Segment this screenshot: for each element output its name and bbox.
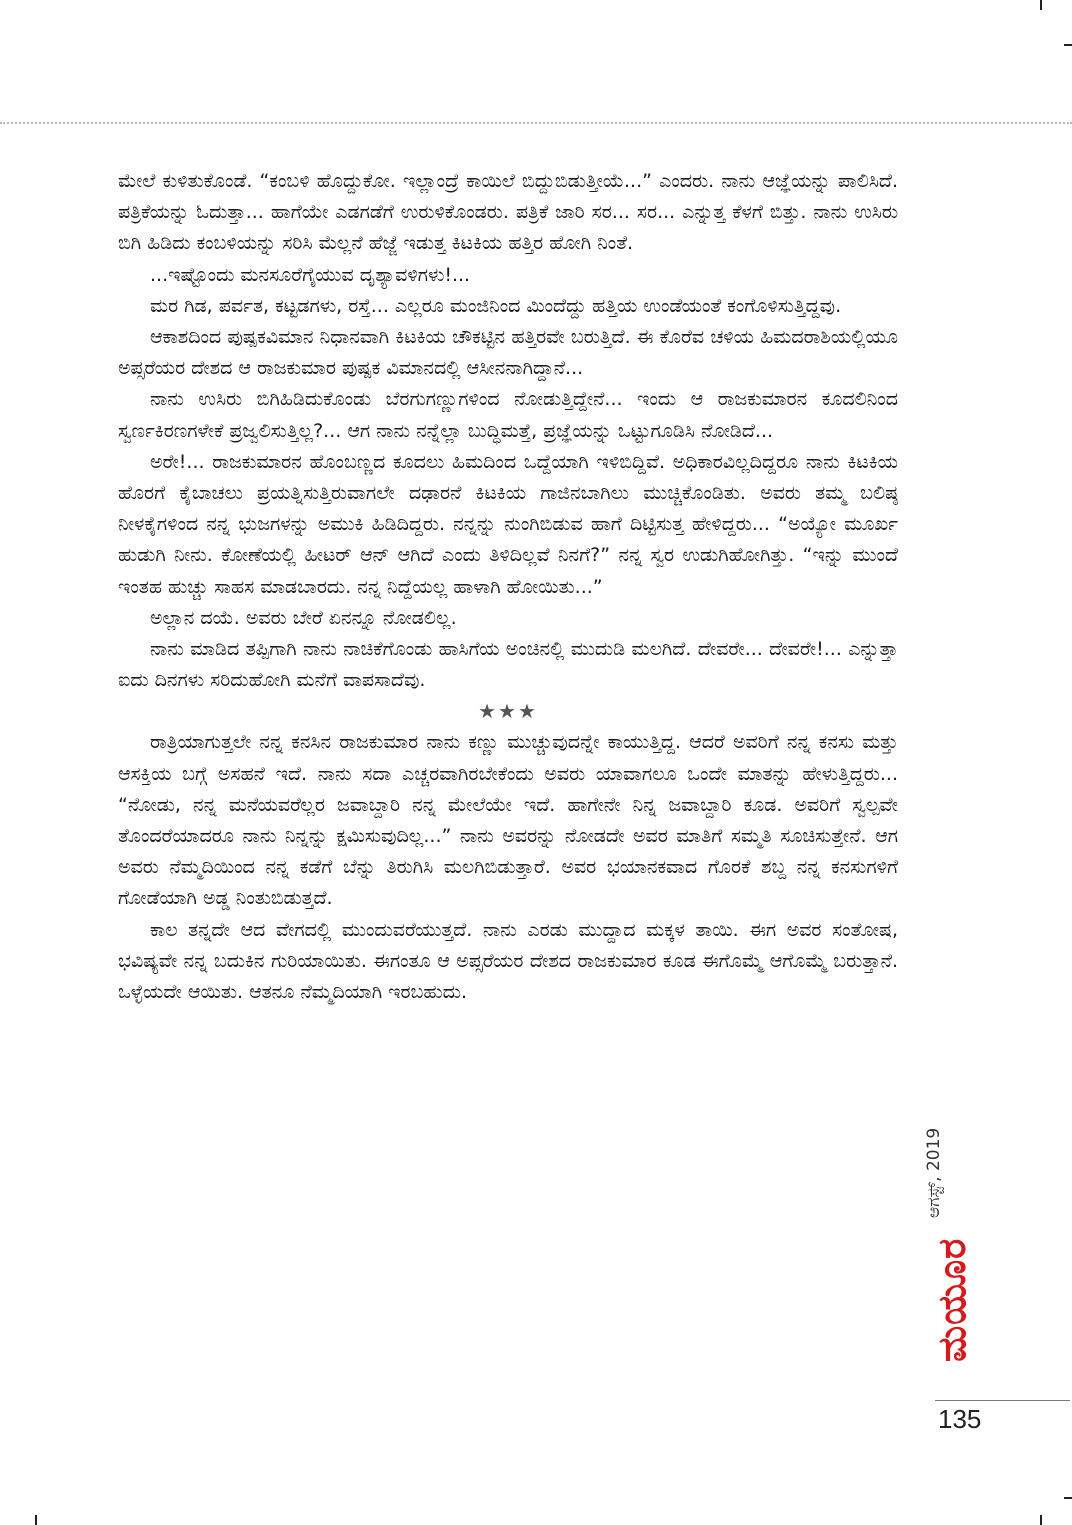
paragraph: ...ಇಷ್ಟೊಂದು ಮನಸೂರೆಗೈಯುವ ದೃಶ್ಯಾವಳಿಗಳು!... [150,263,471,286]
paragraph: ಮರ ಗಿಡ, ಪರ್ವತ, ಕಟ್ಟಡಗಳು, ರಸ್ತೆ... ಎಲ್ಲರೂ ಮಂಜಿನಿಂದ ಮಿಂದೆದ್ದು ಹತ್ತಿಯ ಉಂಡೆಯಂತೆ ಕಂಗೊಳಿಸುತ್ತಿದ್ದವು. [150,294,842,317]
paragraph: ಅಲ್ಲಾನ ದಯೆ. ಅವರು ಬೇರೆ ಏನನ್ನೂ ನೋಡಲಿಲ್ಲ. [150,606,457,629]
magazine-logo: ಮಯೂರ [930,1237,974,1362]
page-number: 135 [938,1404,982,1434]
crop-mark-top-right [1040,0,1042,10]
paragraph: ಮೇಲೆ ಕುಳಿತುಕೊಂಡೆ. “ಕಂಬಳಿ ಹೊದ್ದುಕೋ. ಇಲ್ಲಾಂದ್ರೆ ಕಾಯಿಲೆ ಬಿದ್ದುಬಿಡುತ್ತೀಯೆ...” ಎಂದರು. ನಾನು ಆಜ್ಞೆಯನ್ನು ಪಾಲಿಸಿದೆ. ಪತ್ರಿಕೆಯನ್ನು ಓದುತ್ತಾ... ಹಾಗೆಯೇ ಎಡಗಡೆಗೆ ಉರುಳಿಕೊಂಡರು. ಪತ್ರಿಕೆ ಜಾರಿ ಸರ... ಸರ... ಎನ್ನುತ್ತ ಕೆಳಗೆ ಬಿತ್ತು. ನಾನು ಉಸಿರು ಬಿಗಿ ಹಿಡಿದು ಕಂಬಳಿಯನ್ನು ಸರಿಸಿ ಮೆಲ್ಲನೆ ಹೆಜ್ಜೆ ಇಡುತ್ತ ಕಿಟಕಿಯ ಹತ್ತಿರ ಹೋಗಿ ನಿಂತೆ. [118,170,898,255]
footer-rule [935,1400,1070,1401]
paragraph: ಕಾಲ ತನ್ನದೇ ಆದ ವೇಗದಲ್ಲಿ ಮುಂದುವರೆಯುತ್ತದೆ. ನಾನು ಎರಡು ಮುದ್ದಾದ ಮಕ್ಕಳ ತಾಯಿ. ಈಗ ಅವರ ಸಂತೋಷ, ಭವಿಷ್ಯವೇ ನನ್ನ ಬದುಕಿನ ಗುರಿಯಾಯಿತು. ಈಗಂತೂ ಆ ಅಪ್ಸರೆಯರ ದೇಶದ ರಾಜಕುಮಾರ ಕೂಡ ಈಗೊಮ್ಮೆ ಆಗೊಮ್ಮೆ ಬರುತ್ತಾನೆ. ಒಳ್ಳೆಯದೇ ಆಯಿತು. ಆತನೂ ನೆಮ್ಮದಿಯಾಗಿ ಇರಬಹುದು. [118,918,898,1004]
paragraph: ಅರೇ!... ರಾಜಕುಮಾರನ ಹೊಂಬಣ್ಣದ ಕೂದಲು ಹಿಮದಿಂದ ಒದ್ದೆಯಾಗಿ ಇಳಿಬಿದ್ದಿವೆ. ಅಧಿಕಾರವಿಲ್ಲದಿದ್ದರೂ ನಾನು ಕಿಟಕಿಯ ಹೊರಗೆ ಕೈಬಾಚಲು ಪ್ರಯತ್ನಿಸುತ್ತಿರುವಾಗಲೇ ದಢಾರನೆ ಕಿಟಕಿಯ ಗಾಜಿನಬಾಗಿಲು ಮುಚ್ಚಿಕೊಂಡಿತು. ಅವರು ತಮ್ಮ ಬಲಿಷ್ಠ ನೀಳಕೈಗಳಿಂದ ನನ್ನ ಭುಜಗಳನ್ನು ಅಮುಕಿ ಹಿಡಿದಿದ್ದರು. ನನ್ನನ್ನು ನುಂಗಿಬಿಡುವ ಹಾಗೆ ದಿಟ್ಟಿಸುತ್ತ ಹೇಳಿದ್ದರು... “ಅಯ್ಯೋ ಮೂರ್ಖ ಹುಡುಗಿ ನೀನು. ಕೋಣೆಯಲ್ಲಿ ಹೀಟರ್ ಆನ್ ಆಗಿದೆ ಎಂದು ತಿಳಿದಿಲ್ಲವೆ ನಿನಗೆ?” ನನ್ನ ಸ್ವರ ಉಡುಗಿಹೋಗಿತ್ತು. “ಇನ್ನು ಮುಂದೆ ಇಂತಹ ಹುಚ್ಚು ಸಾಹಸ ಮಾಡಬಾರದು. ನನ್ನ ನಿದ್ದೆಯಲ್ಲ ಹಾಳಾಗಿ ಹೋಯಿತು...” [118,450,898,598]
crop-mark-bottom-left [35,1515,37,1525]
header-dotted-rule [0,122,1072,124]
crop-mark-right-upper [1064,44,1072,46]
paragraph: ಆಕಾಶದಿಂದ ಪುಷ್ಪಕವಿಮಾನ ನಿಧಾನವಾಗಿ ಕಿಟಕಿಯ ಚೌಕಟ್ಟಿನ ಹತ್ತಿರವೇ ಬರುತ್ತಿದೆ. ಈ ಕೊರೆವ ಚಳಿಯ ಹಿಮದರಾಶಿಯಲ್ಲಿಯೂ ಅಪ್ಸರೆಯರ ದೇಶದ ಆ ರಾಜಕುಮಾರ ಪುಷ್ಪಕ ವಿಮಾನದಲ್ಲಿ ಆಸೀನನಾಗಿದ್ದಾನೆ... [118,326,898,380]
paragraph: ನಾನು ಮಾಡಿದ ತಪ್ಪಿಗಾಗಿ ನಾನು ನಾಚಿಕೆಗೊಂಡು ಹಾಸಿಗೆಯ ಅಂಚಿನಲ್ಲಿ ಮುದುಡಿ ಮಲಗಿದೆ. ದೇವರೇ... ದೇವರೇ!... ಎನ್ನುತ್ತಾ ಐದು ದಿನಗಳು ಸರಿದುಹೋಗಿ ಮನೆಗೆ ವಾಪಸಾದೆವು. [118,638,898,692]
crop-mark-bottom-right [1040,1515,1042,1525]
issue-date: ಆಗಸ್ಟ್, 2019 [924,1127,944,1218]
section-separator: ★★★ [478,699,538,724]
paragraph: ರಾತ್ರಿಯಾಗುತ್ತಲೇ ನನ್ನ ಕನಸಿನ ರಾಜಕುಮಾರ ನಾನು ಕಣ್ಣು ಮುಚ್ಚುವುದನ್ನೇ ಕಾಯುತ್ತಿದ್ದ. ಆದರೆ ಅವರಿಗೆ ನನ್ನ ಕನಸು ಮತ್ತು ಆಸಕ್ತಿಯ ಬಗ್ಗೆ ಅಸಹನೆ ಇದೆ. ನಾನು ಸದಾ ಎಚ್ಚರವಾಗಿರಬೇಕೆಂದು ಅವರು ಯಾವಾಗಲೂ ಒಂದೇ ಮಾತನ್ನು ಹೇಳುತ್ತಿದ್ದರು... “ನೋಡು, ನನ್ನ ಮನೆಯವರೆಲ್ಲರ ಜವಾಬ್ದಾರಿ ನನ್ನ ಮೇಲೆಯೇ ಇದೆ. ಹಾಗೇನೇ ನಿನ್ನ ಜವಾಬ್ದಾರಿ ಕೂಡ. ಅವರಿಗೆ ಸ್ವಲ್ಪವೇ ತೊಂದರೆಯಾದರೂ ನಾನು ನಿನ್ನನ್ನು ಕ್ಷಮಿಸುವುದಿಲ್ಲ...” ನಾನು ಅವರನ್ನು ನೋಡದೇ ಅವರ ಮಾತಿಗೆ ಸಮ್ಮತಿ ಸೂಚಿಸುತ್ತೇನೆ. ಆಗ ಅವರು ನೆಮ್ಮದಿಯಿಂದ ನನ್ನ ಕಡೆಗೆ ಬೆನ್ನು ತಿರುಗಿಸಿ ಮಲಗಿಬಿಡುತ್ತಾರೆ. ಅವರ ಭಯಾನಕವಾದ ಗೊರಕೆ ಶಬ್ದ ನನ್ನ ಕನಸುಗಳಿಗೆ ಗೋಡೆಯಾಗಿ ಅಡ್ಡ ನಿಂತುಬಿಡುತ್ತದೆ. [118,731,898,910]
crop-mark-right-lower [1064,1497,1072,1499]
article-body [118,166,898,1008]
paragraph: ನಾನು ಉಸಿರು ಬಿಗಿಹಿಡಿದುಕೊಂಡು ಬೆರಗುಗಣ್ಣುಗಳಿಂದ ನೋಡುತ್ತಿದ್ದೇನೆ... ಇಂದು ಆ ರಾಜಕುಮಾರನ ಕೂದಲಿನಿಂದ ಸ್ವರ್ಣಕಿರಣಗಳೇಕೆ ಪ್ರಜ್ವಲಿಸುತ್ತಿಲ್ಲ?... ಆಗ ನಾನು ನನ್ನೆಲ್ಲಾ ಬುದ್ಧಿಮತ್ತೆ, ಪ್ರಜ್ಞೆಯನ್ನು ಒಟ್ಟುಗೂಡಿಸಿ ನೋಡಿದೆ... [118,388,898,442]
